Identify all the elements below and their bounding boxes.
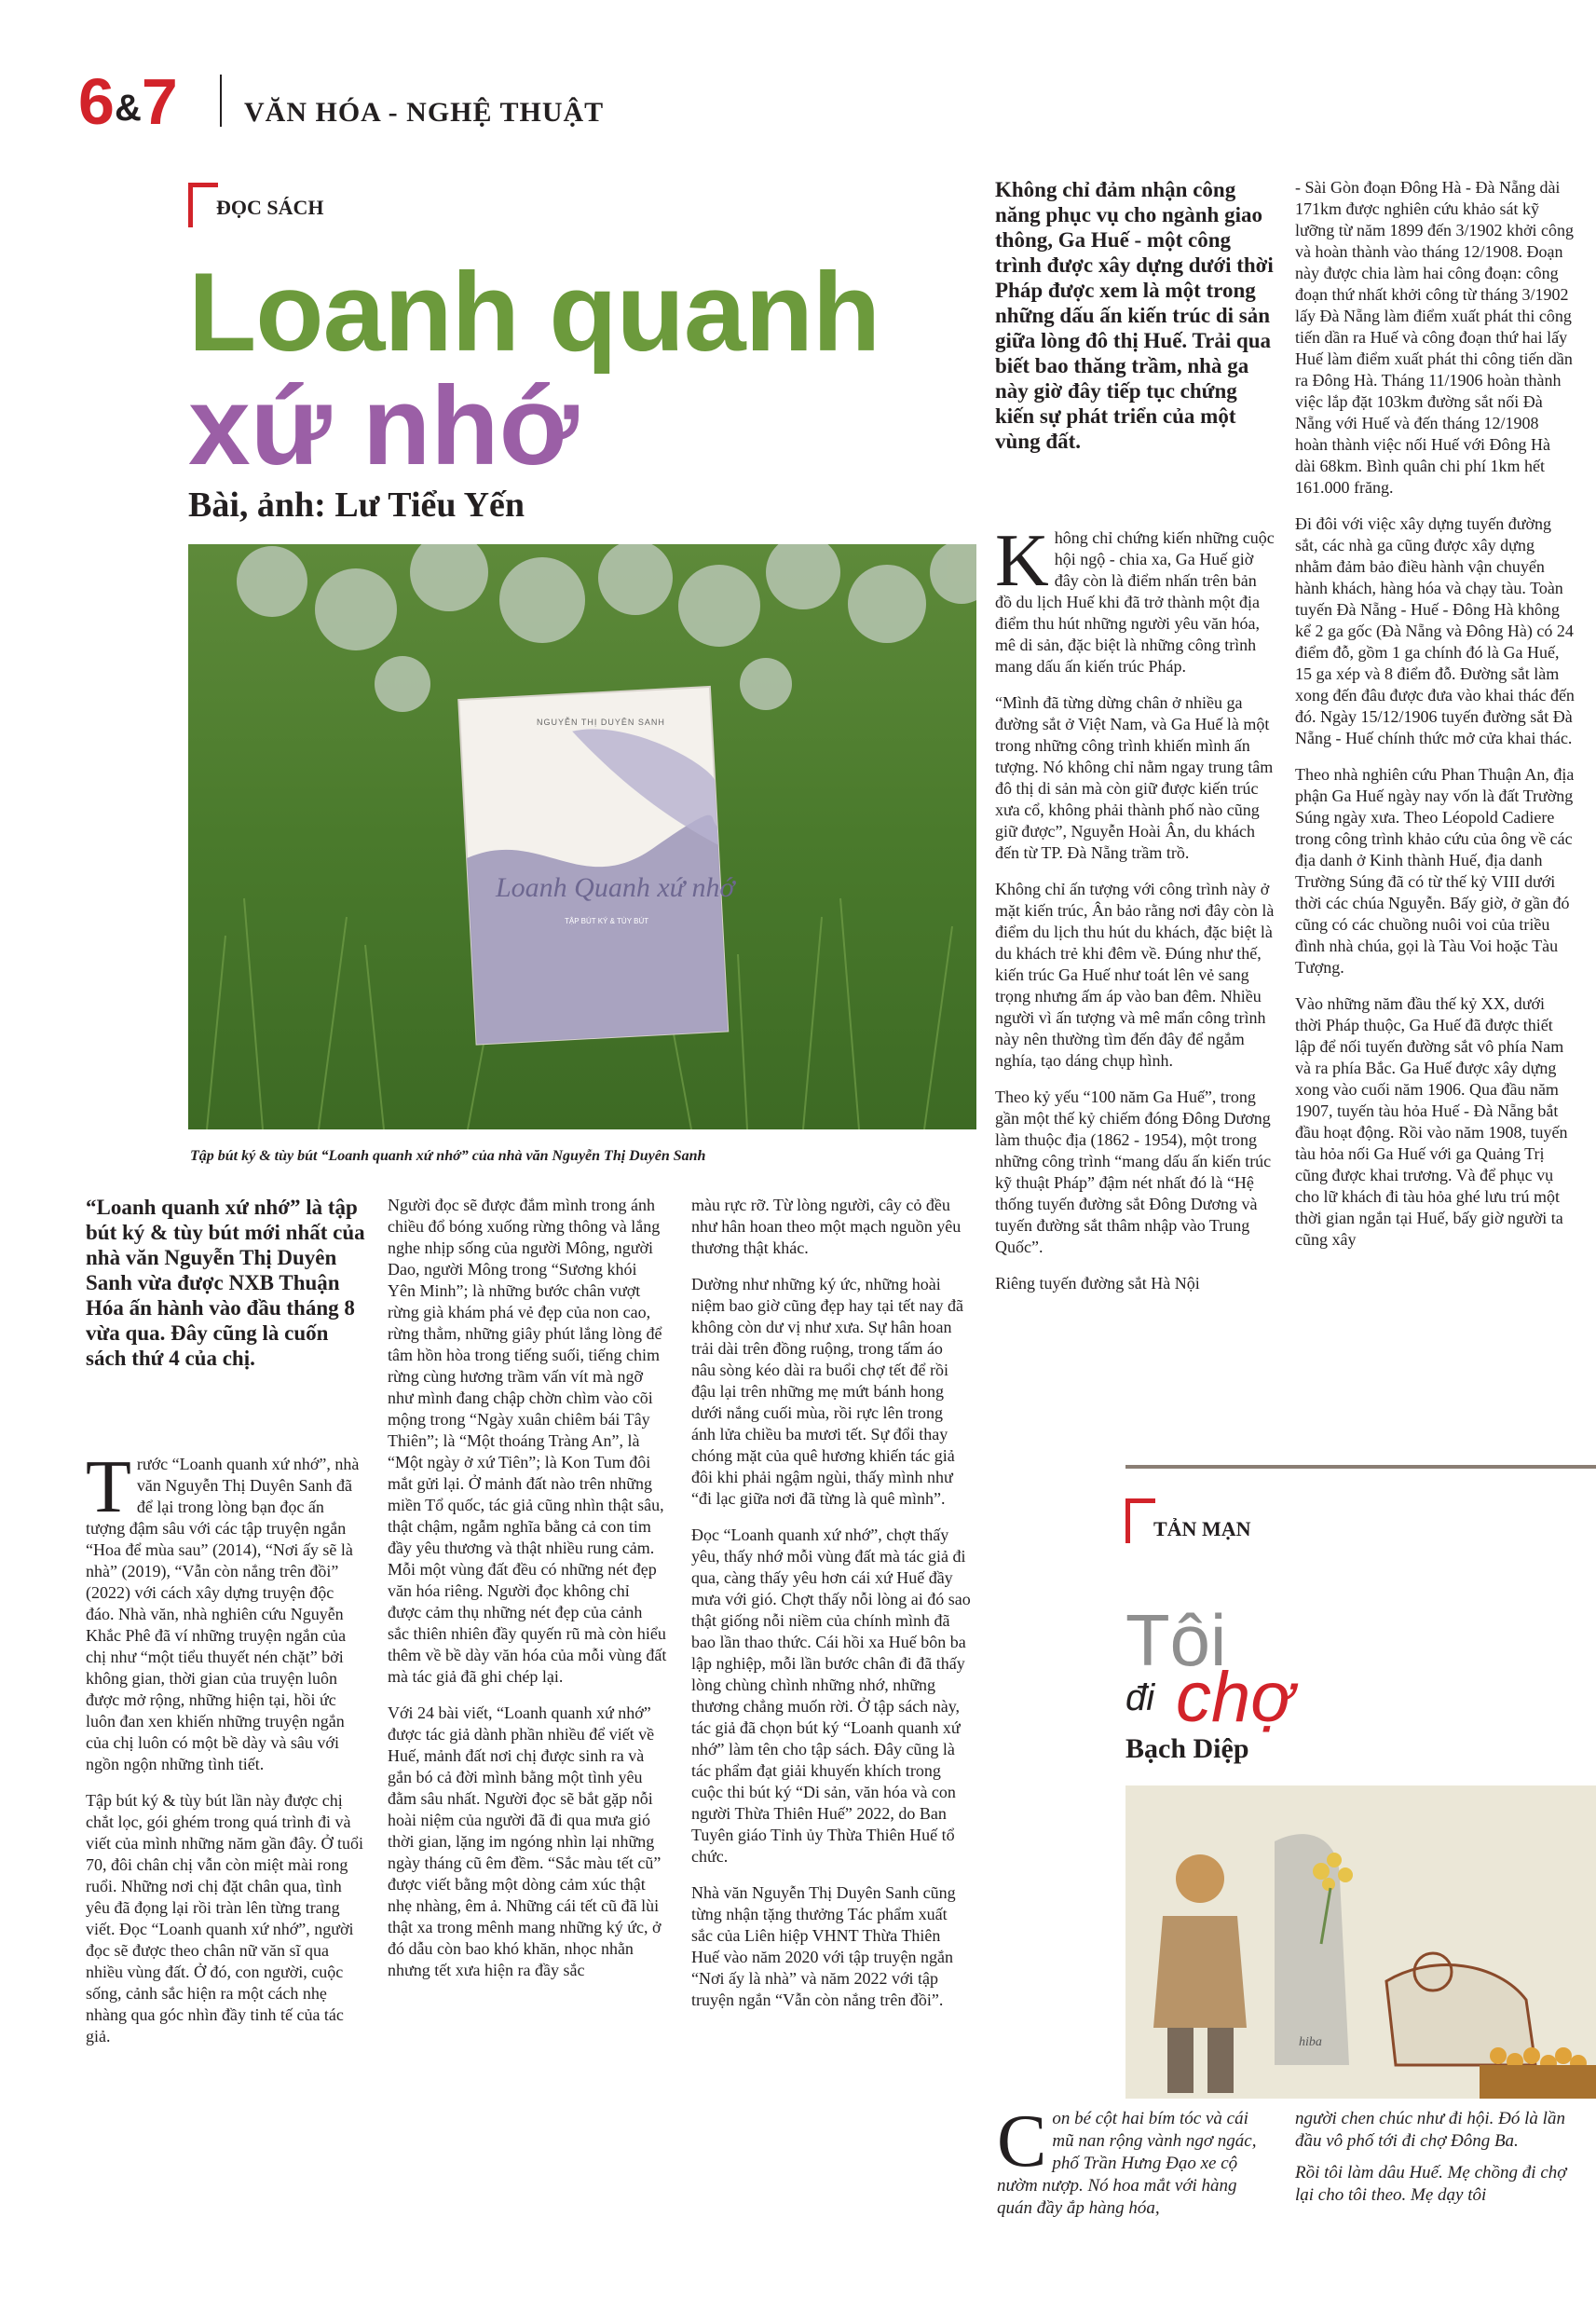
article-title-line1: Loanh quanh: [188, 250, 880, 375]
book-photo: [188, 544, 976, 1129]
sidebar-title-di: đi: [1125, 1677, 1155, 1718]
sidebar-title-cho: chợ: [1176, 1658, 1294, 1737]
article-column-3: màu rực rỡ. Từ lòng người, cây cỏ đều như hân hoan theo một mạch nguồn yêu thương thật khác. Dường như những ký ức, những hoài niệm bao giờ cũng đẹp hay tại tết nay đã không còn dư vị như xưa. Sự hân hoan trải dài trên đồng ruộng, trong tấm áo nâu sòng kéo dài ra buổi chợ tết để rồi đậu lại trên những mẹ mứt bánh hong dưới nắng cuối mùa, rồi rực lên trong ánh lửa chiều ba mươi tết. Sự đổi thay chóng mặt của quê hương khiến tác giả đôi khi phải ngậm ngùi, thấy mình như “đi lạc giữa nơi đã từng là quê mình”. Đọc “Loanh quanh xứ nhớ”, chợt thấy yêu, thấy nhớ mỗi vùng đất mà tác giả đi qua, càng thấy yêu hơn cái xứ Huế đầy mưa với gió. Chợt thấy nỗi lòng ai đó sao thật giống nỗi niềm của chính mình đã bao lần thao thức. Cái hồi xa Huế bôn ba lập nghiệp, mỗi lần bước chân đi đã thấy lòng chùng chình những nhớ, những thương chẳng muốn rời. Ở tập sách này, tác giả đã chọn bút ký “Loanh quanh xứ nhớ” làm tên cho tập sách. Đây cũng là tác phẩm đạt giải khuyến khích trong cuộc thi bút ký “Di sản, văn hóa và con người Thừa Thiên Huế” 2022, do Ban Tuyên giáo Tỉnh ủy Thừa Thiên Huế tổ chức. Nhà văn Nguyễn Thị Duyên Sanh cũng từng nhận tặng thưởng Tác phẩm xuất sắc của Liên hiệp VHNT Thừa Thiên Huế vào năm 2020 với tập truyện ngắn “Nơi ấy là nhà” và năm 2022 với tập truyện ngắn “Vẫn còn nắng trên đồi”.: [691, 1196, 971, 2009]
book-cover-author: NGUYỄN THỊ DUYÊN SANH: [537, 718, 665, 727]
page-number: 6&7: [78, 65, 178, 138]
article-lead: “Loanh quanh xứ nhớ” là tập bút ký & tùy bút mới nhất của nhà văn Nguyễn Thị Duyên Sanh vừa được NXB Thuận Hóa ấn hành vào đầu tháng 8 vừa qua. Đây cũng là cuốn sách thứ 4 của chị.: [86, 1196, 365, 1370]
dropcap: C: [997, 2100, 1047, 2182]
sidebar-divider: [1125, 1465, 1596, 1469]
byline: Bài, ảnh: Lư Tiểu Yến: [188, 486, 525, 525]
article-title-line2: xứ nhớ: [188, 363, 579, 488]
section-label-doc-sach: ĐỌC SÁCH: [188, 183, 468, 220]
book-cover-title: Loanh Quanh xứ nhớ: [496, 872, 735, 903]
right-article-column-a: Không chỉ chứng kiến những cuộc hội ngộ - chia xa, Ga Huế giờ đây còn là điểm nhấn trên bản đồ du lịch Huế khi đã trở thành một địa điểm thu hút những người yêu văn hóa, mê di sản, đặc biệt là những công trình mang dấu ấn kiến trúc Pháp. “Mình đã từng dừng chân ở nhiều ga đường sắt ở Việt Nam, và Ga Huế là một trong những công trình khiến mình ấn tượng. Nó không chỉ nằm ngay trung tâm đô thị di sản mà còn giữ được kiến trúc xưa cổ, không phải thành phố nào cũng giữ được”, Nguyễn Hoài Ân, du khách đến từ TP. Đà Nẵng trầm trồ. Không chỉ ấn tượng với công trình này ở mặt kiến trúc, Ân bảo rằng nơi đây còn là điểm du lịch thu hút du khách, đặc biệt là du khách trẻ khi đêm về. Đúng như thế, kiến trúc Ga Huế như toát lên vẻ sang trọng nhưng ấm áp vào ban đêm. Nhiều người vì ấn tượng và mê mẩn công trình này nên thường tìm đến đây để ngắm nghía, tạo dáng chụp hình. Theo kỷ yếu “100 năm Ga Huế”, trong gần một thế kỷ chiếm đóng Đông Dương làm thuộc địa (1862 - 1954), một trong những công trình “mang dấu ấn kiến trúc kỹ thuật Pháp” đậm nét nhất đó là “Hệ thống tuyến đường sắt Đông Dương và tuyến đường sắt thâm nhập vào Trung Quốc”. Riêng tuyến đường sắt Hà Nội: [995, 520, 1275, 1293]
grass-photo-icon: [188, 544, 976, 1129]
book-cover-subtitle: TẬP BÚT KÝ & TÙY BÚT: [565, 917, 649, 925]
article-column-1: Trước “Loanh quanh xứ nhớ”, nhà văn Nguyễn Thị Duyên Sanh đã để lại trong lòng bạn đọc ấn tượng đậm sâu với các tập truyện ngắn “Hoa để mùa sau” (2014), “Nơi ấy sẽ là nhà” (2019), “Vẫn còn nắng trên đồi” (2022) với cách xây dựng truyện độc đáo. Nhà văn, nhà nghiên cứu Nguyễn Khắc Phê đã ví những truyện ngắn của chị như “một tiểu thuyết nén chặt” bởi không gian, thời gian của truyện luôn được mở rộng, những hiện tại, hồi ức luôn đan xen khiến những truyện ngắn của chị luôn có một bề dày và sâu với ngồn ngộn những tình tiết. Tập bút ký & tùy bút lần này được chị chắt lọc, gói ghém trong quá trình đi và viết của mình những năm gần đây. Ở tuổi 70, đôi chân chị vẫn còn miệt mài rong ruổi. Những nơi chị đặt chân qua, tình yêu đã đọng lại rồi tràn lên từng trang viết. Đọc “Loanh quanh xứ nhớ”, người đọc sẽ được theo chân nữ văn sĩ qua nhiều vùng đất. Ở đó, con người, cuộc sống, cảnh sắc hiện ra một cách nhẹ nhàng qua góc nhìn đầy tinh tế của tác giả.: [86, 1446, 364, 2045]
market-women-icon: [1125, 1785, 1596, 2099]
sidebar-title-toi: Tôi: [1125, 1599, 1227, 1681]
section-header: VĂN HÓA - NGHỆ THUẬT: [244, 97, 605, 128]
header-divider: [220, 75, 222, 127]
photo-caption: Tập bút ký & tùy bút “Loanh quanh xứ nhớ” của nhà văn Nguyễn Thị Duyên Sanh: [190, 1148, 706, 1164]
illustration-signature: hiba: [1299, 2035, 1322, 2049]
dropcap: K: [995, 520, 1049, 602]
article-column-2: Người đọc sẽ được đắm mình trong ánh chiều đổ bóng xuống rừng thông và lắng nghe nhịp sống của người Mông, người Dao, người Mông trong “Sương khói Yên Minh”; là những bước chân vượt rừng già khám phá vẻ đẹp của non cao, rừng thẳm, những giây phút lắng lòng để tâm hồn hòa trong tiếng suối, tiếng chim rừng cùng hương trầm vấn vít mà ngỡ như mình đang chập chờn chìm vào cõi mộng trong “Ngày xuân chiêm bái Tây Thiên”; là “Một thoáng Tràng An”, là “Một ngày ở xứ Tiên”; là Kon Tum đôi mắt gửi lại. Ở mảnh đất nào trên những miền Tổ quốc, tác giả cũng nhìn thật sâu, thật chậm, ngẫm nghĩa bằng cả con tim đầy yêu thương và thật nhiều rung cảm. Mỗi một vùng đất đều có những nét đẹp văn hóa riêng. Người đọc không chỉ được cảm thụ những nét đẹp của cảnh sắc thiên nhiên đầy quyến rũ mà còn hiểu thêm về bề dày văn hóa của mỗi vùng đất mà tác giả đã ghi chép lại. Với 24 bài viết, “Loanh quanh xứ nhớ” được tác giả dành phần nhiều để viết về Huế, mảnh đất nơi chị được sinh ra và gắn bó cả đời mình bằng một tình yêu đằm sâu nhất. Người đọc sẽ bắt gặp nỗi hoài niệm của người đã đi qua mưa gió thời gian, lặng im ngóng nhìn lại những ngày tháng cũ êm đềm. “Sắc màu tết cũ” được viết bằng một dòng cảm xúc thật nhẹ nhàng, êm ả. Những cái tết cũ đã lùi thật xa trong mênh mang những ký ức, ở đó dẫu còn bao khó khăn, nhọc nhằn nhưng tết xưa hiện ra đầy sắc: [388, 1196, 667, 1979]
market-illustration: [1125, 1785, 1596, 2099]
sidebar-author: Bạch Diệp: [1125, 1733, 1249, 1764]
section-label-tan-man: TẢN MẠN: [1125, 1498, 1405, 1536]
sidebar-text-column-2: người chen chúc như đi hội. Đó là lần đầu vô phố tới đi chợ Đông Ba. Rồi tôi làm dâu Huế. Mẹ chồng đi chợ lại cho tôi theo. Mẹ dạy tôi: [1295, 2109, 1567, 2205]
dropcap: T: [86, 1446, 131, 1528]
section-marker-icon: [188, 183, 218, 227]
right-article-column-b: - Sài Gòn đoạn Đông Hà - Đà Nẵng dài 171km được nghiên cứu khảo sát kỹ lưỡng từ năm 1899 đến 3/1902 khởi công và hoàn thành vào tháng 12/1908. Đoạn này được chia làm hai công đoạn: công đoạn thứ nhất khởi công từ tháng 3/1902 lấy Đà Nẵng làm điểm xuất phát thi công tiến dần ra Huế và công đoạn thứ hai lấy Huế làm điểm xuất phát thi công tiến dần ra Đông Hà. Tháng 11/1906 hoàn thành việc lắp đặt 103km đường sắt nối Đà Nẵng với Huế và đến tháng 12/1908 hoàn thành việc nối Huế với Đông Hà dài 68km. Bình quân chi phí 1km hết 161.000 frăng. Đi đôi với việc xây dựng tuyến đường sắt, các nhà ga cũng được xây dựng nhằm đảm bảo điều hành vận chuyển hành khách, hàng hóa và chạy tàu. Toàn tuyến Đà Nẵng - Huế - Đông Hà không kể 2 ga gốc (Đà Nẵng và Đông Hà) có 24 điểm đỗ, gồm 1 ga chính đó là Ga Huế, 15 ga xép và 8 điểm đỗ. Đường sắt làm xong đến đâu được đưa vào khai thác đến đó. Ngày 15/12/1906 tuyến đường sắt Đà Nẵng - Huế chính thức mở cửa khai thác. Theo nhà nghiên cứu Phan Thuận An, địa phận Ga Huế ngày nay vốn là đất Trường Súng ngày xưa. Theo Léopold Cadiere trong công trình khảo cứu của ông về các địa danh ở Kinh thành Huế, địa danh Trường Súng đã có từ thế kỷ VIII dưới thời các chúa Nguyễn. Bấy giờ, ở gần đó cũng có các chuồng nuôi voi của triều đình nhà chúa, gọi là Tàu Voi hoặc Tàu Tượng. Vào những năm đầu thế kỷ XX, dưới thời Pháp thuộc, Ga Huế đã được thiết lập để nối tuyến đường sắt vô phía Nam và ra phía Bắc. Ga Huế được xây dựng xong vào cuối năm 1906. Qua đầu năm 1907, tuyến tàu hỏa Huế - Đà Nẵng bắt đầu hoạt động. Rồi vào năm 1908, tuyến tàu hỏa nối Ga Huế với ga Quảng Trị cũng được khai trương. Và để phục vụ cho lữ khách đi tàu hỏa ghé lưu trú một thời gian ngắn tại Huế, bấy giờ người ta cũng xây: [1295, 178, 1575, 1249]
sidebar-text-column-1: Con bé cột hai bím tóc và cái mũ nan rộng vành ngơ ngác, phố Trần Hưng Đạo xe cộ nườm nượp. Nó hoa mắt với hàng quán đầy ắp hàng hóa,: [997, 2100, 1257, 2218]
right-article-lead: Không chỉ đảm nhận công năng phục vụ cho ngành giao thông, Ga Huế - một công trình được xây dựng dưới thời Pháp được xem là một trong những dấu ấn kiến trúc di sản giữa lòng đô thị Huế. Trải qua biết bao thăng trầm, nhà ga này giờ đây tiếp tục chứng kiến sự phát triển của một vùng đất.: [995, 178, 1274, 453]
section-marker-icon: [1125, 1498, 1155, 1543]
